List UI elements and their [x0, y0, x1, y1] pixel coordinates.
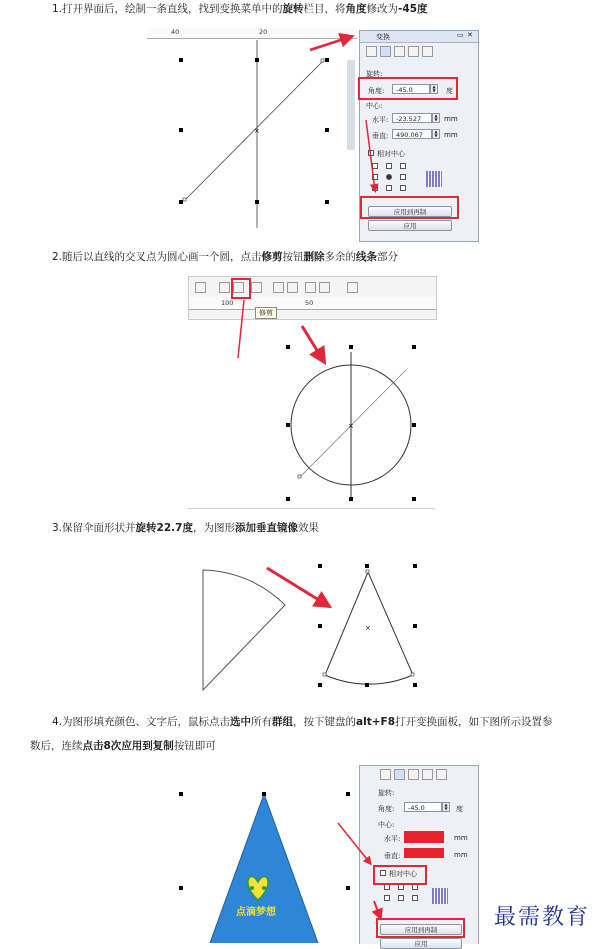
svg-text:×: ×: [365, 624, 371, 632]
unit-mm: mm: [444, 131, 458, 139]
minimize-icon[interactable]: ▭: [457, 31, 464, 39]
horizontal-spinner[interactable]: ▲ ▼: [432, 113, 440, 123]
step-4-caption-line2: 数后，连续点击8次应用到复制按钮即可: [30, 740, 216, 752]
selection-handle[interactable]: [286, 423, 290, 427]
center-label: 中心:: [378, 821, 395, 829]
selection-handle[interactable]: [365, 564, 369, 568]
selection-handle[interactable]: [413, 683, 417, 687]
angle-unit: 度: [456, 805, 463, 813]
step-2-caption: 2.随后以直线的交叉点为圆心画一个圆，点击修剪按钮删除多余的线条部分: [52, 251, 399, 263]
selection-handle[interactable]: [286, 345, 290, 349]
horizontal-input[interactable]: -23.527: [392, 113, 432, 123]
rotate-tab-icon[interactable]: [394, 769, 405, 780]
selection-handle[interactable]: [179, 200, 183, 204]
grid-preview-icon: [432, 888, 448, 904]
angle-input[interactable]: -45.0: [392, 84, 430, 94]
vertical-input-redacted[interactable]: [404, 848, 444, 858]
anchor-mr[interactable]: [412, 895, 418, 901]
selection-handle[interactable]: [412, 497, 416, 501]
position-tab-icon[interactable]: [380, 769, 391, 780]
rotation-label: 旋转:: [378, 789, 395, 797]
trim-tooltip: 修剪: [255, 307, 277, 319]
svg-text:×: ×: [348, 422, 354, 430]
angle-label: 角度:: [368, 87, 385, 95]
anchor-mr[interactable]: [400, 174, 406, 180]
arrows-fig4: [330, 815, 390, 935]
selection-handle[interactable]: [179, 886, 183, 890]
step-3-caption: 3.保留伞面形状并旋转22.7度，为图形添加垂直镜像效果: [52, 522, 319, 534]
panel-title: 变换: [376, 33, 390, 41]
unit-mm: mm: [444, 115, 458, 123]
vertical-input[interactable]: 490.067: [392, 129, 432, 139]
grid-preview-icon: [426, 171, 442, 187]
selection-handle[interactable]: [365, 683, 369, 687]
weld-icon[interactable]: [195, 282, 206, 293]
selection-handle[interactable]: [318, 624, 322, 628]
selection-handle[interactable]: [349, 345, 353, 349]
selection-handle[interactable]: [346, 792, 350, 796]
step-1-caption: 1.打开界面后，绘制一条直线，找到变换菜单中的旋转栏目，将角度修改为-45度: [52, 3, 428, 15]
angle-spinner[interactable]: ▲ ▼: [430, 84, 438, 94]
selection-handle[interactable]: [255, 200, 259, 204]
selection-handle[interactable]: [179, 58, 183, 62]
divider: [188, 508, 435, 509]
step-4-caption-line1: 4.为图形填充颜色、文字后，鼠标点击选中所有群组，按下键盘的alt+F8打开变换面板，如下图所示设置参: [52, 716, 553, 728]
ruler-tick: 100: [221, 299, 234, 307]
horizontal-label: 水平:: [384, 835, 401, 843]
vertical-label: 垂直:: [372, 132, 389, 140]
logo-text: 点滴梦想: [236, 907, 276, 918]
selection-handle[interactable]: [255, 58, 259, 62]
figure-4-canvas: [166, 764, 356, 943]
relative-center-label: 相对中心: [389, 870, 417, 878]
apply-to-duplicate-button[interactable]: 应用到再制: [368, 206, 452, 217]
arrows-fig1: [300, 25, 390, 205]
selection-handle[interactable]: [179, 792, 183, 796]
vertical-spinner[interactable]: ▲ ▼: [432, 129, 440, 139]
angle-label: 角度:: [378, 805, 395, 813]
angle-input[interactable]: -45.0: [404, 802, 442, 812]
selection-handle[interactable]: [413, 564, 417, 568]
selection-handle[interactable]: [413, 624, 417, 628]
center-label: 中心:: [366, 102, 383, 110]
skew-tab-icon[interactable]: [422, 46, 433, 57]
selection-handle[interactable]: [412, 345, 416, 349]
angle-unit: 度: [446, 87, 453, 95]
vertical-label: 垂直:: [384, 852, 401, 860]
apply-to-duplicate-button[interactable]: 应用到再制: [380, 924, 462, 935]
ruler-tick: 20: [259, 28, 268, 36]
ruler-tick: 40: [171, 28, 180, 36]
scale-tab-icon[interactable]: [394, 46, 405, 57]
size-tab-icon[interactable]: [408, 46, 419, 57]
selection-handle[interactable]: [412, 423, 416, 427]
apply-button[interactable]: 应用: [368, 220, 452, 231]
ruler-tick: 50: [305, 299, 314, 307]
selection-handle[interactable]: [179, 128, 183, 132]
apply-button[interactable]: 应用: [380, 938, 462, 949]
anchor-center[interactable]: [398, 895, 404, 901]
unit-mm: mm: [454, 834, 468, 842]
horizontal-input-redacted[interactable]: [404, 831, 444, 843]
figure-3-drawing: [195, 560, 435, 700]
anchor-br[interactable]: [400, 185, 406, 191]
figure-2-drawing: [230, 290, 430, 510]
angle-spinner[interactable]: ▲ ▼: [442, 802, 450, 812]
size-tab-icon[interactable]: [422, 769, 433, 780]
watermark-text: 最需教育: [494, 905, 591, 930]
rotation-label: 旋转:: [366, 70, 383, 78]
selection-handle[interactable]: [262, 792, 266, 796]
selection-handle[interactable]: [286, 497, 290, 501]
selection-handle[interactable]: [318, 564, 322, 568]
selection-handle[interactable]: [349, 497, 353, 501]
scale-tab-icon[interactable]: [408, 769, 419, 780]
close-icon[interactable]: ✕: [467, 31, 473, 39]
svg-text:×: ×: [254, 127, 260, 135]
skew-tab-icon[interactable]: [436, 769, 447, 780]
unit-mm: mm: [454, 851, 468, 859]
anchor-tr[interactable]: [400, 163, 406, 169]
intersect-icon[interactable]: [219, 282, 230, 293]
horizontal-label: 水平:: [372, 116, 389, 124]
relative-center-label: 相对中心: [377, 150, 405, 158]
selection-handle[interactable]: [318, 683, 322, 687]
